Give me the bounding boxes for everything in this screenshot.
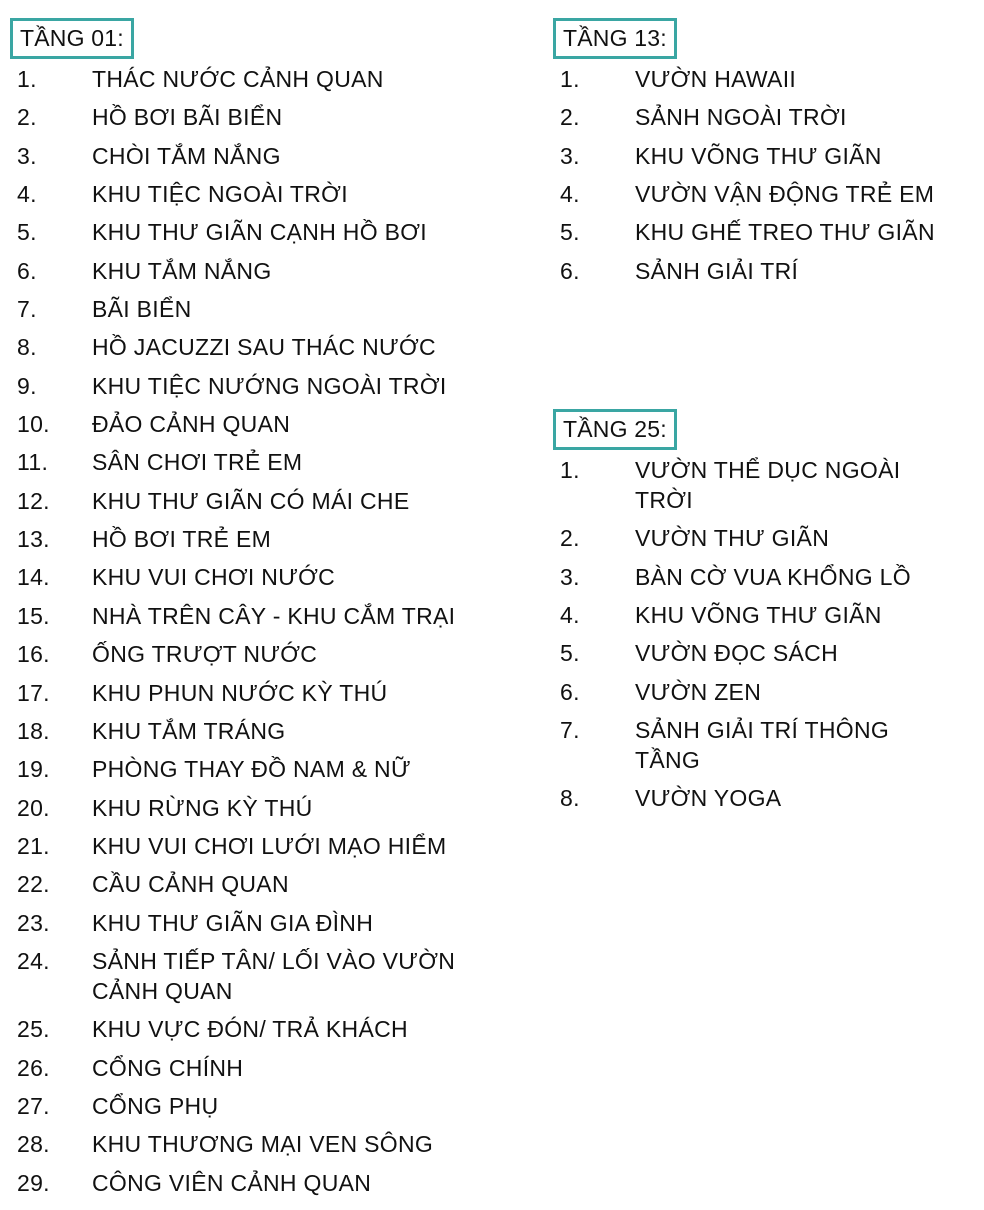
item-number: 1. [560, 66, 580, 92]
item-number: 11. [17, 449, 49, 476]
list-item [553, 783, 973, 813]
item-label: ỐNG TRƯỢT NƯỚC [92, 641, 318, 668]
item-label: SẢNH NGOÀI TRỜI [635, 104, 847, 131]
item-label: VƯỜN VẬN ĐỘNG TRẺ EM [635, 181, 935, 208]
item-number: 5. [560, 219, 580, 246]
item-label: KHU VÕNG THƯ GIÃN [635, 142, 882, 169]
floor-13-title: TẦNG 13: [553, 18, 677, 59]
item-label: SÂN CHƠI TRẺ EM [92, 449, 303, 476]
list-item [10, 869, 530, 899]
list-item [553, 64, 973, 94]
item-label: THÁC NƯỚC CẢNH QUAN [92, 66, 384, 92]
list-item [10, 102, 530, 132]
item-number: 2. [560, 104, 580, 131]
item-label: VƯỜN ĐỌC SÁCH [635, 640, 839, 667]
item-label: VƯỜN ZEN [635, 678, 762, 705]
item-number: 5. [560, 640, 580, 667]
list-item [10, 946, 530, 1006]
item-label: KHU TẮM NẮNG [92, 257, 272, 284]
item-number: 21. [17, 832, 50, 859]
item-number: 9. [17, 372, 37, 399]
item-label: VƯỜN THƯ GIÃN [635, 525, 830, 552]
item-number: 6. [560, 678, 580, 705]
item-number: 3. [560, 563, 580, 590]
item-number: 14. [17, 564, 50, 591]
item-number: 22. [17, 871, 50, 898]
item-number: 4. [17, 181, 37, 208]
list-item [10, 179, 530, 209]
item-label: KHU THƯ GIÃN CÓ MÁI CHE [92, 487, 410, 514]
list-item [10, 678, 530, 708]
item-label: KHU PHUN NƯỚC KỲ THÚ [92, 679, 388, 706]
item-label: SẢNH GIẢI TRÍ THÔNG TẦNG [635, 717, 890, 774]
floor-13-section [553, 18, 973, 294]
item-label: KHU GHẾ TREO THƯ GIÃN [635, 219, 935, 246]
list-item [10, 256, 530, 286]
item-label: CỔNG CHÍNH [92, 1054, 244, 1081]
item-number: 6. [560, 257, 580, 284]
item-label: HỒ BƠI BÃI BIỂN [92, 104, 283, 131]
list-item [10, 601, 530, 631]
item-label: BÀN CỜ VUA KHỔNG LỒ [635, 563, 911, 590]
item-label: CÔNG VIÊN CẢNH QUAN [92, 1169, 372, 1196]
item-number: 3. [17, 142, 37, 169]
list-item [10, 908, 530, 938]
item-number: 5. [17, 219, 37, 246]
item-label: KHU THƯƠNG MẠI VEN SÔNG [92, 1131, 434, 1158]
list-item [10, 754, 530, 784]
item-label: KHU TIỆC NGOÀI TRỜI [92, 181, 348, 208]
item-label: HỒ JACUZZI SAU THÁC NƯỚC [92, 334, 436, 361]
item-number: 20. [17, 794, 50, 821]
item-number: 16. [17, 641, 50, 668]
item-number: 1. [560, 457, 580, 483]
list-item [10, 64, 530, 94]
item-number: 2. [17, 104, 37, 131]
item-number: 17. [17, 679, 50, 706]
item-label: SẢNH TIẾP TÂN/ LỐI VÀO VƯỜN CẢNH QUAN [92, 947, 456, 1004]
list-item [10, 332, 530, 362]
item-label: KHU RỪNG KỲ THÚ [92, 794, 313, 821]
list-item [553, 217, 973, 247]
floor-25-title: TẦNG 25: [553, 409, 677, 450]
list-item [10, 217, 530, 247]
floor-01-section [10, 18, 530, 1206]
list-item [553, 638, 973, 668]
list-item [10, 831, 530, 861]
item-label: CHÒI TẮM NẮNG [92, 142, 281, 169]
floor-01-title: TẦNG 01: [10, 18, 134, 59]
item-label: KHU VÕNG THƯ GIÃN [635, 602, 882, 629]
item-label: KHU VỰC ĐÓN/ TRẢ KHÁCH [92, 1016, 408, 1043]
item-number: 7. [17, 296, 37, 323]
item-number: 7. [560, 717, 580, 744]
item-label: CỔNG PHỤ [92, 1092, 219, 1119]
list-item [553, 141, 973, 171]
item-number: 19. [17, 756, 50, 783]
list-item [553, 102, 973, 132]
list-item [10, 141, 530, 171]
item-number: 3. [560, 142, 580, 169]
list-item [553, 677, 973, 707]
item-label: KHU VUI CHƠI LƯỚI MẠO HIỂM [92, 832, 447, 859]
item-number: 13. [17, 526, 50, 553]
item-label: KHU TẮM TRÁNG [92, 717, 286, 744]
list-item [10, 1091, 530, 1121]
item-number: 4. [560, 181, 580, 208]
item-number: 1. [17, 66, 37, 92]
item-number: 4. [560, 602, 580, 629]
list-item [10, 371, 530, 401]
floor-25-section [553, 409, 973, 822]
item-number: 26. [17, 1054, 50, 1081]
item-number: 8. [17, 334, 37, 361]
list-item [553, 256, 973, 286]
item-label: SẢNH GIẢI TRÍ [635, 257, 799, 284]
item-label: KHU TIỆC NƯỚNG NGOÀI TRỜI [92, 372, 447, 399]
list-item [10, 1053, 530, 1083]
floor-13-list [553, 64, 973, 286]
list-item [553, 715, 973, 775]
item-number: 25. [17, 1016, 50, 1043]
item-number: 8. [560, 785, 580, 812]
item-number: 28. [17, 1131, 50, 1158]
item-number: 2. [560, 525, 580, 552]
item-label: KHU THƯ GIÃN CẠNH HỒ BƠI [92, 219, 427, 246]
item-label: NHÀ TRÊN CÂY - KHU CẮM TRẠI [92, 602, 456, 629]
item-number: 10. [17, 411, 50, 438]
item-label: VƯỜN THỂ DỤC NGOÀI TRỜI [635, 457, 901, 513]
item-number: 27. [17, 1092, 50, 1119]
list-item [10, 294, 530, 324]
list-item [10, 639, 530, 669]
item-label: KHU VUI CHƠI NƯỚC [92, 564, 336, 591]
list-item [10, 1014, 530, 1044]
item-label: BÃI BIỂN [92, 296, 192, 323]
list-item [553, 455, 973, 515]
list-item [10, 1129, 530, 1159]
item-number: 24. [17, 947, 50, 974]
floor-01-list [10, 64, 530, 1198]
item-number: 15. [17, 602, 50, 629]
item-label: ĐẢO CẢNH QUAN [92, 411, 291, 438]
list-item [553, 562, 973, 592]
list-item [10, 1168, 530, 1198]
list-item [10, 562, 530, 592]
list-item [553, 179, 973, 209]
item-number: 23. [17, 909, 50, 936]
item-label: PHÒNG THAY ĐỒ NAM & NỮ [92, 756, 411, 783]
floor-25-list [553, 455, 973, 813]
item-number: 18. [17, 717, 50, 744]
list-item [10, 716, 530, 746]
list-item [10, 524, 530, 554]
list-item [10, 486, 530, 516]
list-item [553, 600, 973, 630]
list-item [553, 523, 973, 553]
item-label: VƯỜN HAWAII [635, 66, 797, 92]
item-number: 6. [17, 257, 37, 284]
item-number: 29. [17, 1169, 50, 1196]
item-label: HỒ BƠI TRẺ EM [92, 526, 272, 553]
item-label: CẦU CẢNH QUAN [92, 871, 289, 898]
list-item [10, 793, 530, 823]
list-item [10, 447, 530, 477]
list-item [10, 409, 530, 439]
item-label: KHU THƯ GIÃN GIA ĐÌNH [92, 909, 374, 936]
item-label: VƯỜN YOGA [635, 785, 782, 812]
item-number: 12. [17, 487, 50, 514]
